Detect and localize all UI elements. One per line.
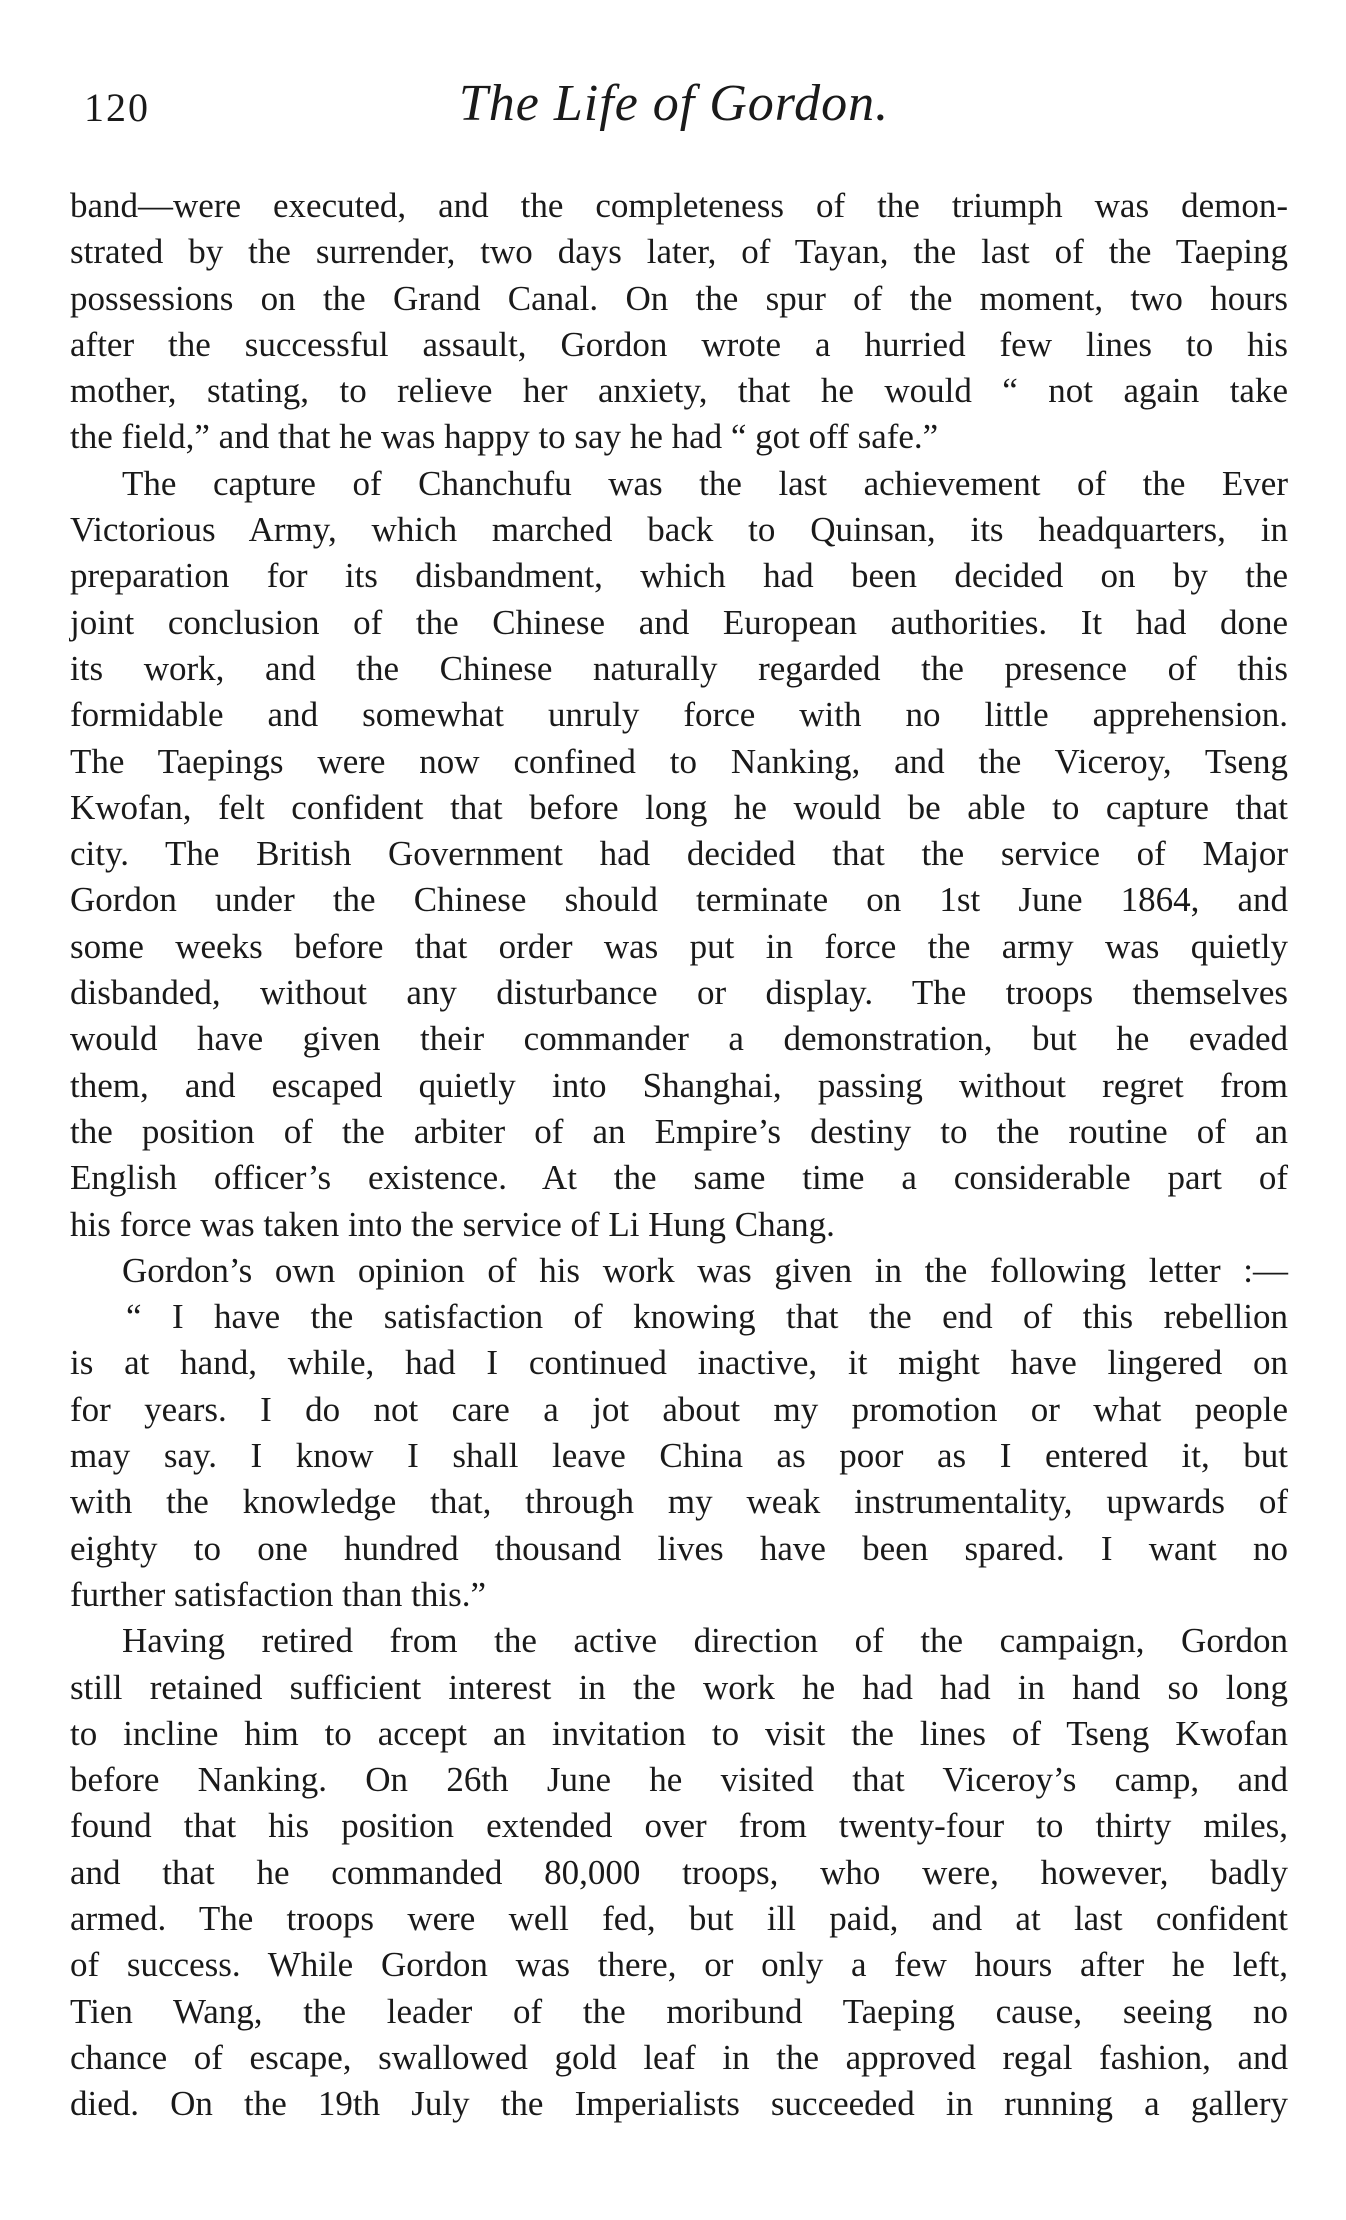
- text-line: strated by the surrender, two days later, of Tayan, the last of the Taeping: [70, 232, 1288, 272]
- running-title: The Life of Gordon.: [458, 75, 890, 132]
- text-line: mother, stating, to relieve her anxiety, that he would “ not again take: [70, 371, 1288, 411]
- text-line: still retained sufficient interest in the work he had had in hand so long: [70, 1667, 1288, 1707]
- text-line: of success. While Gordon was there, or only a few hours after he left,: [70, 1945, 1288, 1985]
- text-line: Tien Wang, the leader of the moribund Taeping cause, seeing no: [70, 1991, 1288, 2031]
- text-line: armed. The troops were well fed, but ill paid, and at last confident: [70, 1898, 1288, 1938]
- text-line: “ I have the satisfaction of knowing that the end of this rebellion: [126, 1297, 1288, 1337]
- text-line: and that he commanded 80,000 troops, who were, however, badly: [70, 1852, 1288, 1892]
- text-line: after the successful assault, Gordon wrote a hurried few lines to his: [70, 324, 1288, 364]
- body-text: [70, 183, 1288, 2127]
- text-line: is at hand, while, had I continued inactive, it might have lingered on: [70, 1343, 1288, 1383]
- text-line: further satisfaction than this.”: [70, 1574, 486, 1614]
- text-line: found that his position extended over from twenty-four to thirty miles,: [70, 1806, 1288, 1846]
- text-line: the field,” and that he was happy to say he had “ got off safe.”: [70, 417, 939, 457]
- text-line: eighty to one hundred thousand lives have been spared. I want no: [70, 1528, 1288, 1568]
- text-line: with the knowledge that, through my weak instrumentality, upwards of: [70, 1482, 1288, 1522]
- text-line: preparation for its disbandment, which had been decided on by the: [70, 556, 1288, 596]
- text-line: its work, and the Chinese naturally regarded the presence of this: [70, 648, 1288, 688]
- text-line: may say. I know I shall leave China as poor as I entered it, but: [70, 1436, 1288, 1476]
- running-head: [84, 74, 1264, 154]
- text-line: band—were executed, and the completeness of the triumph was demon-: [70, 186, 1288, 225]
- text-line: Victorious Army, which marched back to Quinsan, its headquarters, in: [70, 510, 1288, 550]
- text-line: his force was taken into the service of Li Hung Chang.: [70, 1204, 835, 1244]
- text-line: them, and escaped quietly into Shanghai, passing without regret from: [70, 1065, 1288, 1105]
- text-line: the position of the arbiter of an Empire’s destiny to the routine of an: [70, 1111, 1288, 1151]
- text-line: died. On the 19th July the Imperialists succeeded in running a gallery: [70, 2084, 1288, 2124]
- text-line: Gordon under the Chinese should terminate on 1st June 1864, and: [70, 880, 1288, 920]
- text-line: would have given their commander a demonstration, but he evaded: [70, 1019, 1288, 1059]
- text-line: to incline him to accept an invitation to visit the lines of Tseng Kwofan: [70, 1713, 1288, 1753]
- text-line: The capture of Chanchufu was the last achievement of the Ever: [122, 463, 1288, 503]
- page-number: 120: [84, 85, 150, 130]
- text-line: disbanded, without any disturbance or display. The troops themselves: [70, 973, 1288, 1013]
- text-line: Having retired from the active direction of the campaign, Gordon: [122, 1621, 1288, 1661]
- text-line: English officer’s existence. At the same time a considerable part of: [70, 1158, 1288, 1198]
- text-line: Gordon’s own opinion of his work was given in the following letter :—: [122, 1250, 1288, 1290]
- text-line: Kwofan, felt confident that before long he would be able to capture that: [70, 787, 1288, 827]
- text-line: city. The British Government had decided that the service of Major: [70, 834, 1288, 874]
- text-line: some weeks before that order was put in force the army was quietly: [70, 926, 1288, 966]
- text-line: joint conclusion of the Chinese and European authorities. It had done: [70, 602, 1288, 642]
- text-line: for years. I do not care a jot about my promotion or what people: [70, 1389, 1288, 1429]
- text-line: chance of escape, swallowed gold leaf in the approved regal fashion, and: [70, 2037, 1288, 2077]
- text-line: The Taepings were now confined to Nanking, and the Viceroy, Tseng: [70, 741, 1288, 781]
- text-line: before Nanking. On 26th June he visited that Viceroy’s camp, and: [70, 1760, 1288, 1800]
- text-line: possessions on the Grand Canal. On the spur of the moment, two hours: [70, 278, 1288, 318]
- text-line: formidable and somewhat unruly force with no little apprehension.: [70, 695, 1288, 735]
